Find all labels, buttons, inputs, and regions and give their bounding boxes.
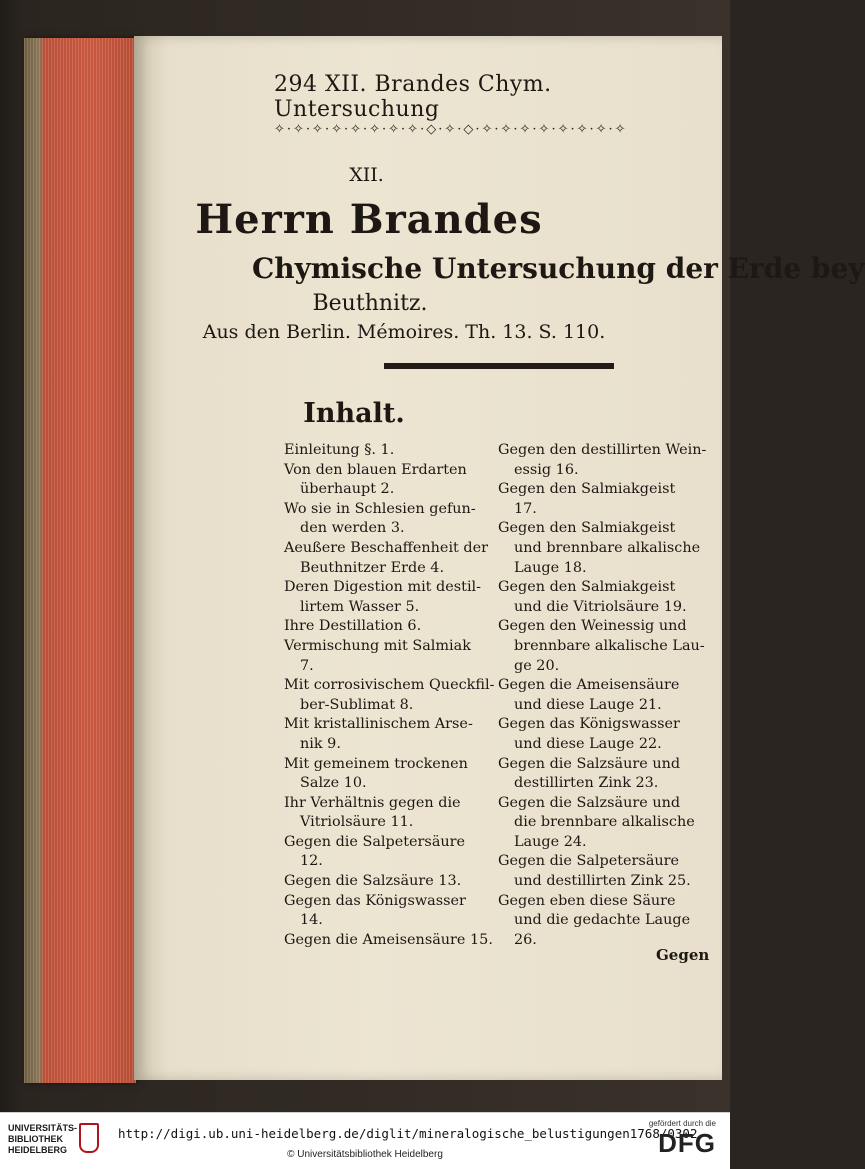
contents-entry <box>284 578 489 617</box>
library-logo-text: UNIVERSITÄTS- BIBLIOTHEK HEIDELBERG <box>8 1123 78 1155</box>
contents-entry <box>284 872 489 892</box>
contents-entry <box>498 617 703 676</box>
contents-entry <box>498 441 707 480</box>
contents-entry-line: Gegen die Salzsäure 13. <box>284 873 462 890</box>
contents-entry-line: Wo sie in Schlesien gefun- <box>284 500 476 517</box>
contents-entry <box>284 676 495 715</box>
contents-entry-line: 7. <box>300 657 314 674</box>
dfg-logo: DFG <box>658 1128 716 1158</box>
thick-rule <box>384 363 614 369</box>
contents-entry-line: Gegen den Weinessig und <box>498 618 687 635</box>
contents-entry-line: Gegen die Salpetersäure <box>284 833 466 850</box>
contents-entry-line: überhaupt 2. <box>300 481 395 498</box>
contents-entry-line: Aeußere Beschaffenheit der <box>284 539 489 556</box>
contents-entry <box>498 755 703 794</box>
contents-right-column <box>498 441 707 950</box>
contents-entry-line: Von den blauen Erdarten <box>284 461 467 478</box>
contents-entry-line: ber-Sublimat 8. <box>300 696 414 713</box>
contents-entry <box>284 794 489 833</box>
contents-heading: Inhalt. <box>303 398 405 429</box>
contents-entry-line: Gegen die Ameisensäure <box>498 677 680 694</box>
contents-entry-line: Gegen den Salmiakgeist <box>498 579 676 596</box>
contents-entry-line: essig 16. <box>514 461 579 478</box>
book-page <box>134 36 865 1080</box>
section-number: XII. <box>349 164 384 186</box>
contents-entry <box>284 637 489 676</box>
contents-entry-line: die brennbare alkalische <box>514 814 695 831</box>
contents-entry-line: Salze 10. <box>300 775 367 792</box>
contents-entry-line: Beuthnitzer Erde 4. <box>300 559 445 576</box>
contents-entry-line: und diese Lauge 22. <box>514 735 662 752</box>
contents-entry <box>284 755 489 794</box>
contents-entry-line: Einleitung §. 1. <box>284 442 395 458</box>
contents-entry-line: und diese Lauge 21. <box>514 696 662 713</box>
contents-entry <box>498 480 703 519</box>
contents-entry <box>284 500 489 539</box>
contents-entry <box>284 715 489 754</box>
contents-entry-line: Lauge 24. <box>514 833 587 850</box>
contents-entry <box>498 892 703 951</box>
contents-entry-line: Lauge 18. <box>514 559 587 576</box>
contents-entry-line: 17. <box>514 500 537 517</box>
contents-entry <box>284 539 489 578</box>
contents-entry-line: und brennbare alkalische <box>514 539 701 556</box>
permalink-url[interactable]: http://digi.ub.uni-heidelberg.de/diglit/mineralogische_belustigungen1768/0302 <box>118 1126 698 1141</box>
title-line1: Herrn Brandes <box>195 196 543 243</box>
contents-entry-line: Gegen die Salzsäure und <box>498 755 681 772</box>
funding-note: gefördert durch die <box>648 1119 716 1128</box>
contents-entry-line: Mit gemeinem trockenen <box>284 755 468 772</box>
title-line3: Beuthnitz. <box>312 291 428 316</box>
contents-entry-line: 14. <box>300 912 323 929</box>
contents-entry-line: Gegen das Königswasser <box>498 716 680 733</box>
contents-entry-line: Mit kristallinischem Arse- <box>284 716 473 733</box>
contents-entry-line: Vermischung mit Salmiak <box>284 637 471 654</box>
contents-entry-line: Gegen den Salmiakgeist <box>498 520 676 537</box>
source-line: Aus den Berlin. Mémoires. Th. 13. S. 110. <box>202 321 606 343</box>
contents-entry <box>284 833 489 872</box>
contents-entry <box>284 931 493 951</box>
contents-entry <box>498 578 703 617</box>
contents-entry <box>498 852 703 891</box>
ornament-rule: ✧·✧·✧·✧·✧·✧·✧·✧·◇·✧·◇·✧·✧·✧·✧·✧·✧·✧·✧ <box>274 122 628 137</box>
contents-entry <box>498 519 703 578</box>
title-line2: Chymische Untersuchung der Erde bey <box>252 252 865 285</box>
contents-entry-line: lirtem Wasser 5. <box>300 598 420 615</box>
contents-entry <box>498 794 703 853</box>
contents-entry-line: destillirten Zink 23. <box>514 775 659 792</box>
contents-entry-line: Mit corrosivischem Queckfil- <box>284 677 495 694</box>
contents-entry-line: Gegen das Königswasser <box>284 892 466 909</box>
contents-entry <box>284 892 489 931</box>
contents-entry-line: Gegen eben diese Säure <box>498 892 676 909</box>
contents-entry-line: 26. <box>514 931 537 948</box>
contents-entry-line: ge 20. <box>514 657 560 674</box>
contents-entry-line: Gegen die Salzsäure und <box>498 794 681 811</box>
contents-entry <box>284 617 489 637</box>
contents-left-column <box>284 441 495 950</box>
contents-entry-line: und die gedachte Lauge <box>514 912 691 929</box>
book-edge <box>24 38 136 1083</box>
contents-entry-line: Ihr Verhältnis gegen die <box>284 794 461 811</box>
catchword: Gegen <box>656 946 710 964</box>
contents-entry-line: Gegen den Salmiakgeist <box>498 481 676 498</box>
contents-entry-line: Vitriolsäure 11. <box>300 814 414 831</box>
contents-entry-line: und die Vitriolsäure 19. <box>514 598 687 615</box>
copyright-notice: © Universitätsbibliothek Heidelberg <box>287 1149 443 1160</box>
contents-entry-line: den werden 3. <box>300 520 405 537</box>
contents-entry <box>498 676 703 715</box>
viewer-footer <box>0 1112 730 1169</box>
contents-entry-line: nik 9. <box>300 735 341 752</box>
contents-entry <box>284 441 489 461</box>
running-head: 294 XII. Brandes Chym. Untersuchung <box>274 72 552 122</box>
contents-entry-line: Deren Digestion mit destil- <box>284 579 482 596</box>
contents-entry <box>284 461 489 500</box>
contents-entry-line: Gegen die Ameisensäure 15. <box>284 931 493 948</box>
contents-entry-line: und destillirten Zink 25. <box>514 873 691 890</box>
contents-entry-line: Gegen den destillirten Wein- <box>498 442 707 458</box>
contents-entry-line: Gegen die Salpetersäure <box>498 853 680 870</box>
contents-entry <box>498 715 703 754</box>
contents-entry-line: 12. <box>300 853 323 870</box>
contents-entry-line: brennbare alkalische Lau- <box>514 637 705 654</box>
contents-entry-line: Ihre Destillation 6. <box>284 618 422 635</box>
